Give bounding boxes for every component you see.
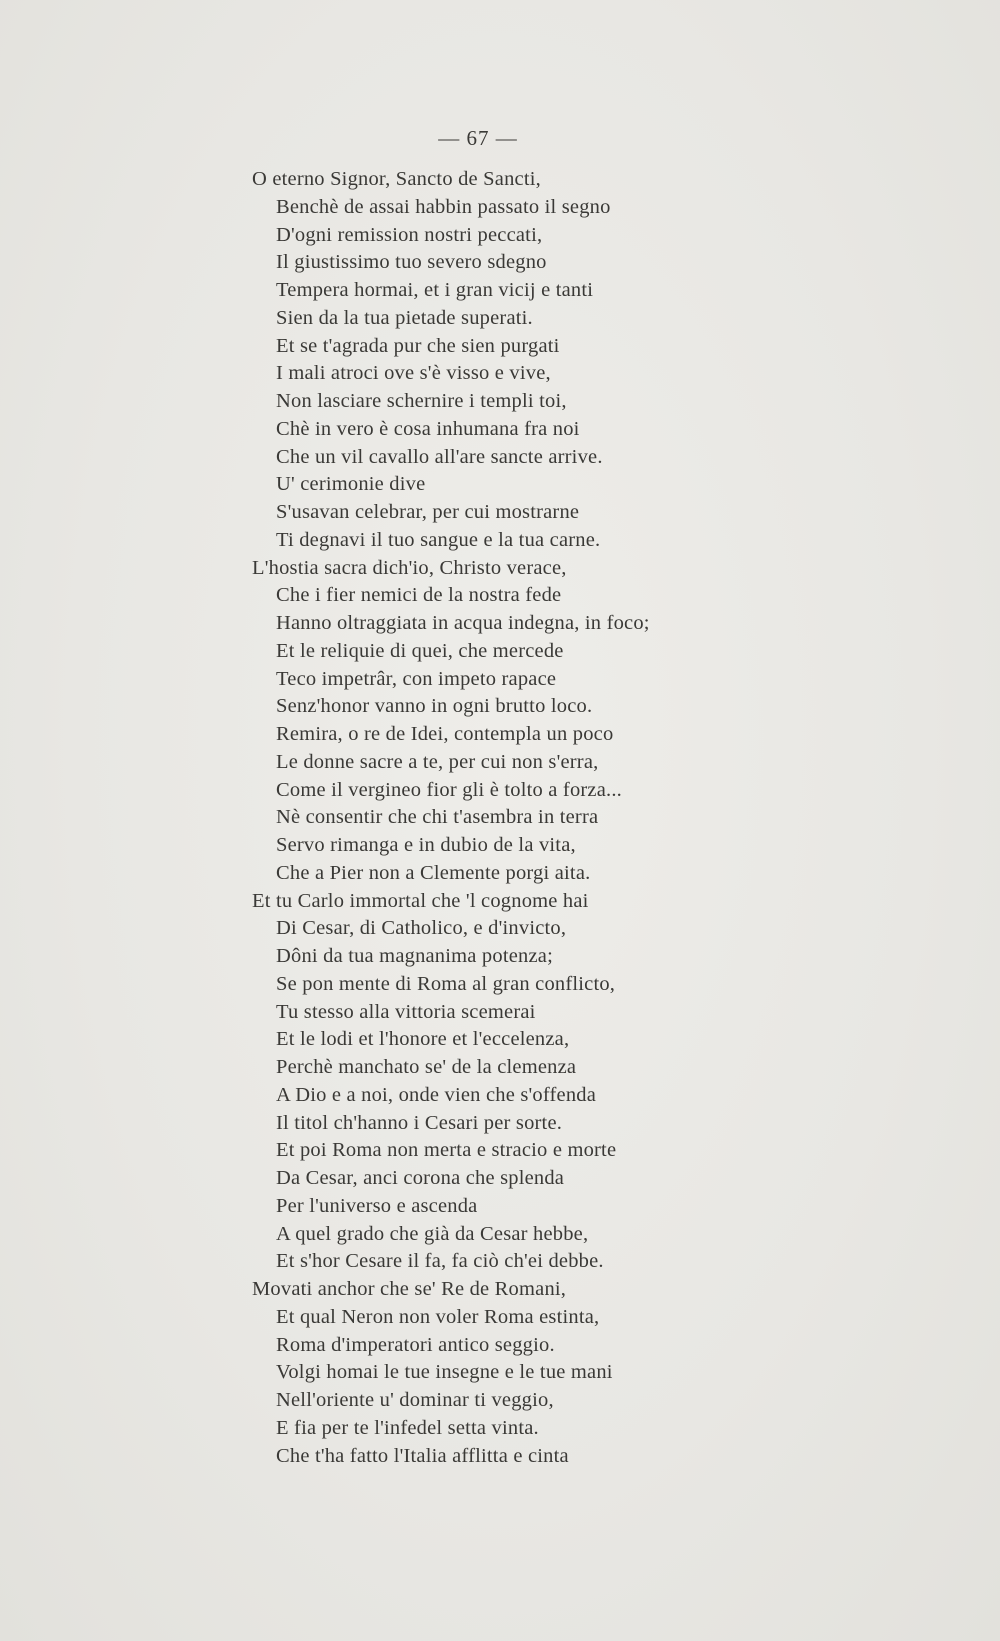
poem-line: O eterno Signor, Sancto de Sancti, (252, 168, 541, 190)
poem-line: Tempera hormai, et i gran vicij e tanti (276, 279, 594, 301)
poem-line: Hanno oltraggiata in acqua indegna, in foco; (276, 612, 650, 634)
poem-line: Et le reliquie di quei, che mercede (276, 639, 564, 662)
poem-line: Remira, o re de Idei, contempla un poco (276, 723, 614, 745)
poem-line: Et le lodi et l'honore et l'eccelenza, (276, 1028, 570, 1051)
poem-line: Movati anchor che se' Re de Romani, (252, 1278, 567, 1300)
poem-line: L'hostia sacra dich'io, Christo verace, (252, 556, 567, 579)
poem-line: Le donne sacre a te, per cui non s'erra, (276, 750, 599, 773)
poem-line: Nell'oriente u' dominar ti veggio, (276, 1389, 554, 1411)
poem-line: Teco impetrâr, con impeto rapace (276, 667, 557, 690)
poem-line: Chè in vero è cosa inhumana fra noi (276, 417, 580, 440)
poem-line: Il giustissimo tuo severo sdegno (276, 251, 547, 274)
poem-line: Et tu Carlo immortal che 'l cognome hai (252, 889, 589, 912)
poem-line: Volgi homai le tue insegne e le tue mani (276, 1361, 613, 1384)
poem-line: Senz'honor vanno in ogni brutto loco. (276, 695, 593, 718)
poem-line: Perchè manchato se' de la clemenza (276, 1056, 577, 1078)
poem-line: D'ogni remission nostri peccati, (276, 223, 543, 246)
poem-line: Come il vergineo fior gli è tolto a forza... (276, 778, 623, 801)
poem-line: Da Cesar, anci corona che splenda (276, 1167, 565, 1189)
poem-line: Non lasciare schernire i templi toi, (276, 390, 567, 412)
poem-line: Tu stesso alla vittoria scemerai (276, 1000, 536, 1023)
poem-line: Et se t'agrada pur che sien purgati (276, 334, 560, 357)
poem-line: U' cerimonie dive (276, 473, 426, 496)
poem-line: Ti degnavi il tuo sangue e la tua carne. (276, 528, 601, 551)
poem-line: Servo rimanga e in dubio de la vita, (276, 834, 576, 856)
poem-line: I mali atroci ove s'è visso e vive, (276, 362, 551, 385)
poem-line: S'usavan celebrar, per cui mostrarne (276, 501, 580, 523)
poem-line: A Dio e a noi, onde vien che s'offenda (276, 1083, 597, 1106)
poem-line: Et qual Neron non voler Roma estinta, (276, 1305, 600, 1328)
poem-line: Il titol ch'hanno i Cesari per sorte. (276, 1111, 563, 1134)
poem-line: Di Cesar, di Catholico, e d'invicto, (276, 917, 567, 940)
poem-line: Benchè de assai habbin passato il segno (276, 195, 611, 218)
poem-line: Et s'hor Cesare il fa, fa ciò ch'ei debbe. (276, 1250, 604, 1273)
poem-line: Et poi Roma non merta e stracio e morte (276, 1139, 617, 1162)
poem-line: Che i fier nemici de la nostra fede (276, 584, 562, 607)
poem-line: A quel grado che già da Cesar hebbe, (276, 1222, 589, 1245)
poem-line: Che t'ha fatto l'Italia afflitta e cinta (276, 1444, 569, 1467)
poem-line: Che un vil cavallo all'are sancte arrive. (276, 445, 603, 468)
poem-line: E fia per te l'infedel setta vinta. (276, 1416, 539, 1439)
poem-line: Sien da la tua pietade superati. (276, 306, 533, 329)
page-number: — 67 — (438, 126, 518, 150)
poem-line: Roma d'imperatori antico seggio. (276, 1333, 555, 1356)
poem-line: Per l'universo e ascenda (276, 1194, 478, 1217)
poem-line: Se pon mente di Roma al gran conflicto, (276, 972, 616, 995)
poem-line: Dôni da tua magnanima potenza; (276, 945, 553, 967)
poem-line: Nè consentir che chi t'asembra in terra (276, 806, 599, 829)
poem-line: Che a Pier non a Clemente porgi aita. (276, 861, 591, 884)
